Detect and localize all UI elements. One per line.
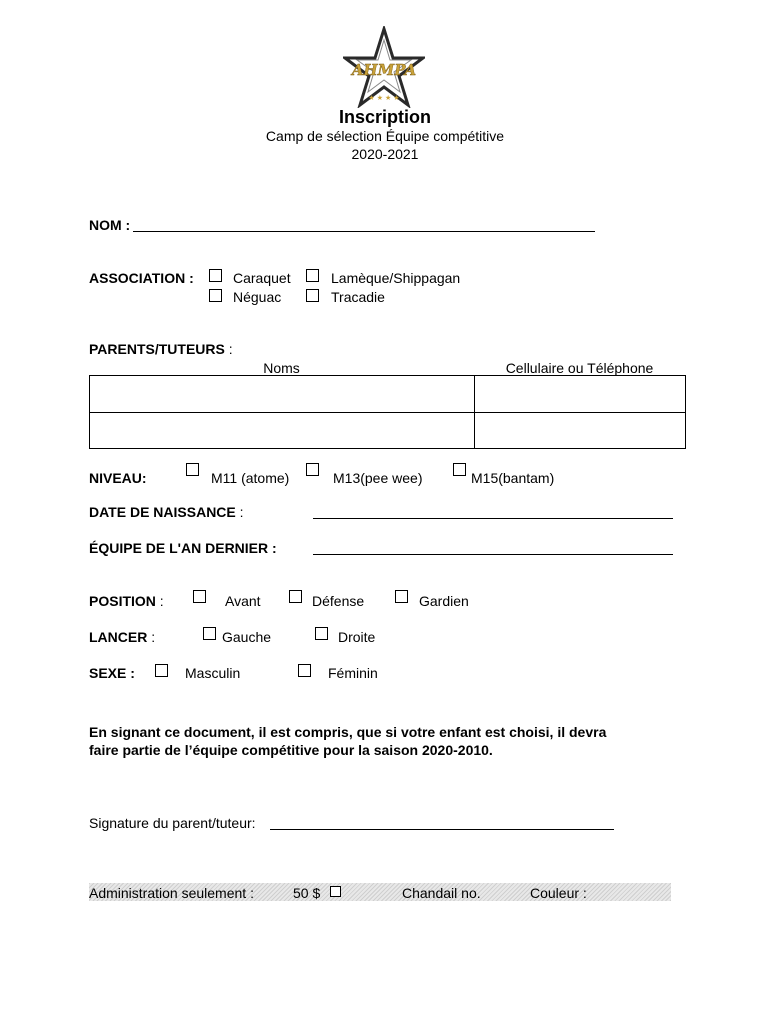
m15-label: M15(bantam) <box>471 470 555 486</box>
parent-1-phone-cell[interactable] <box>474 375 686 413</box>
lancer-colon: : <box>147 629 156 645</box>
position-label: POSITION <box>89 593 156 609</box>
defense-label: Défense <box>312 593 365 609</box>
avant-label: Avant <box>225 593 261 609</box>
naissance-colon: : <box>235 504 244 520</box>
m13-label: M13(pee wee) <box>333 470 423 486</box>
svg-text:★ ★ ★ ★: ★ ★ ★ ★ <box>368 95 400 102</box>
logo <box>343 26 425 108</box>
lameque-shippagan-checkbox[interactable] <box>306 269 319 282</box>
parent-2-phone-cell[interactable] <box>474 412 686 449</box>
notice-line-2: faire partie de l’équipe compétitive pour la saison 2020-2010. <box>89 742 493 758</box>
m13-checkbox[interactable] <box>306 463 319 476</box>
parent-1-name-cell[interactable] <box>89 375 475 413</box>
sexe-label: SEXE : <box>89 665 135 681</box>
avant-checkbox[interactable] <box>193 590 206 603</box>
gardien-label: Gardien <box>419 593 469 609</box>
admin-fee: 50 $ <box>293 885 321 901</box>
position-heading <box>89 593 164 609</box>
naissance-label: DATE DE NAISSANCE <box>89 504 236 520</box>
signature-label: Signature du parent/tuteur: <box>89 815 256 831</box>
m11-checkbox[interactable] <box>186 463 199 476</box>
gauche-checkbox[interactable] <box>203 627 216 640</box>
season: 2020-2021 <box>351 146 419 162</box>
gardien-checkbox[interactable] <box>395 590 408 603</box>
lameque-shippagan-label: Lamèque/Shippagan <box>331 270 461 286</box>
position-colon: : <box>155 593 164 609</box>
neguac-checkbox[interactable] <box>209 289 222 302</box>
fee-checkbox[interactable] <box>330 886 341 897</box>
naissance-field[interactable] <box>313 518 673 519</box>
parent-2-name-cell[interactable] <box>89 412 475 449</box>
column-noms: Noms <box>263 360 300 376</box>
parents-label: PARENTS/TUTEURS <box>89 341 225 357</box>
caraquet-checkbox[interactable] <box>209 269 222 282</box>
masculin-label: Masculin <box>185 665 241 681</box>
feminin-checkbox[interactable] <box>298 664 311 677</box>
notice-line-1: En signant ce document, il est compris, que si votre enfant est choisi, il devra <box>89 724 607 740</box>
m11-label: M11 (atome) <box>211 470 290 486</box>
tracadie-label: Tracadie <box>331 289 385 305</box>
parents-colon: : <box>224 341 233 357</box>
equipe-label: ÉQUIPE DE L'AN DERNIER : <box>89 540 277 556</box>
star-logo-icon <box>343 26 425 108</box>
droite-label: Droite <box>338 629 376 645</box>
page-title: Inscription <box>338 107 431 127</box>
niveau-label: NIVEAU: <box>89 470 147 486</box>
nom-field[interactable] <box>133 231 595 232</box>
tracadie-checkbox[interactable] <box>306 289 319 302</box>
nom-label: NOM : <box>89 217 131 233</box>
droite-checkbox[interactable] <box>315 627 328 640</box>
m15-checkbox[interactable] <box>453 463 466 476</box>
lancer-heading <box>89 629 155 645</box>
logo-text: AHMPA <box>351 61 417 79</box>
gauche-label: Gauche <box>222 629 272 645</box>
couleur-label: Couleur : <box>530 885 587 901</box>
chandail-label: Chandail no. <box>402 885 481 901</box>
association-label: ASSOCIATION : <box>89 270 194 286</box>
column-phone: Cellulaire ou Téléphone <box>505 360 654 376</box>
signature-field[interactable] <box>270 829 614 830</box>
naissance-heading <box>89 504 244 520</box>
defense-checkbox[interactable] <box>289 590 302 603</box>
lancer-label: LANCER <box>89 629 148 645</box>
caraquet-label: Caraquet <box>233 270 291 286</box>
neguac-label: Néguac <box>233 289 282 305</box>
page-subtitle: Camp de sélection Équipe compétitive <box>265 128 505 144</box>
feminin-label: Féminin <box>328 665 378 681</box>
admin-label: Administration seulement : <box>89 885 254 901</box>
parents-heading <box>89 341 233 357</box>
masculin-checkbox[interactable] <box>155 664 168 677</box>
equipe-field[interactable] <box>313 554 673 555</box>
